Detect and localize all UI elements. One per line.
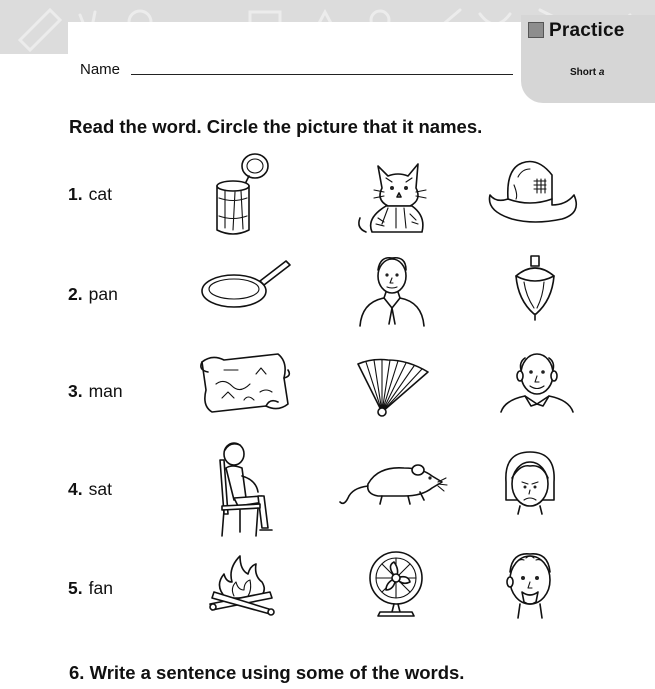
- picture-rat[interactable]: [338, 458, 448, 510]
- picture-fan-electric[interactable]: [360, 548, 432, 620]
- picture-top[interactable]: [510, 252, 560, 324]
- picture-can[interactable]: [205, 150, 275, 240]
- item-3-label: 3. man: [68, 381, 123, 401]
- name-write-line[interactable]: [131, 74, 513, 75]
- skill-label: Short a: [570, 67, 605, 78]
- picture-man-tie[interactable]: [356, 252, 428, 330]
- skill-letter: a: [598, 67, 605, 78]
- picture-fire[interactable]: [204, 552, 280, 616]
- picture-cat[interactable]: [352, 148, 432, 240]
- picture-fan[interactable]: [352, 358, 434, 420]
- instruction: Read the word. Circle the picture that it names.: [69, 116, 483, 137]
- picture-sat[interactable]: [212, 440, 274, 540]
- picture-man[interactable]: [497, 346, 577, 416]
- picture-sad[interactable]: [500, 448, 560, 518]
- writing-task: 6. Write a sentence using some of the words.: [69, 662, 465, 683]
- practice-square-icon: [528, 22, 544, 38]
- item-1-label: 1. cat: [68, 184, 112, 204]
- practice-label: Practice: [549, 20, 625, 41]
- item-4-label: 4. sat: [68, 479, 112, 499]
- name-label: Name: [80, 61, 121, 78]
- picture-pan[interactable]: [198, 255, 293, 315]
- picture-boy[interactable]: [500, 546, 560, 622]
- item-5-label: 5. fan: [68, 578, 113, 598]
- picture-hat[interactable]: [482, 155, 582, 230]
- header-card: [68, 22, 538, 82]
- item-2-label: 2. pan: [68, 284, 118, 304]
- picture-map[interactable]: [194, 348, 294, 418]
